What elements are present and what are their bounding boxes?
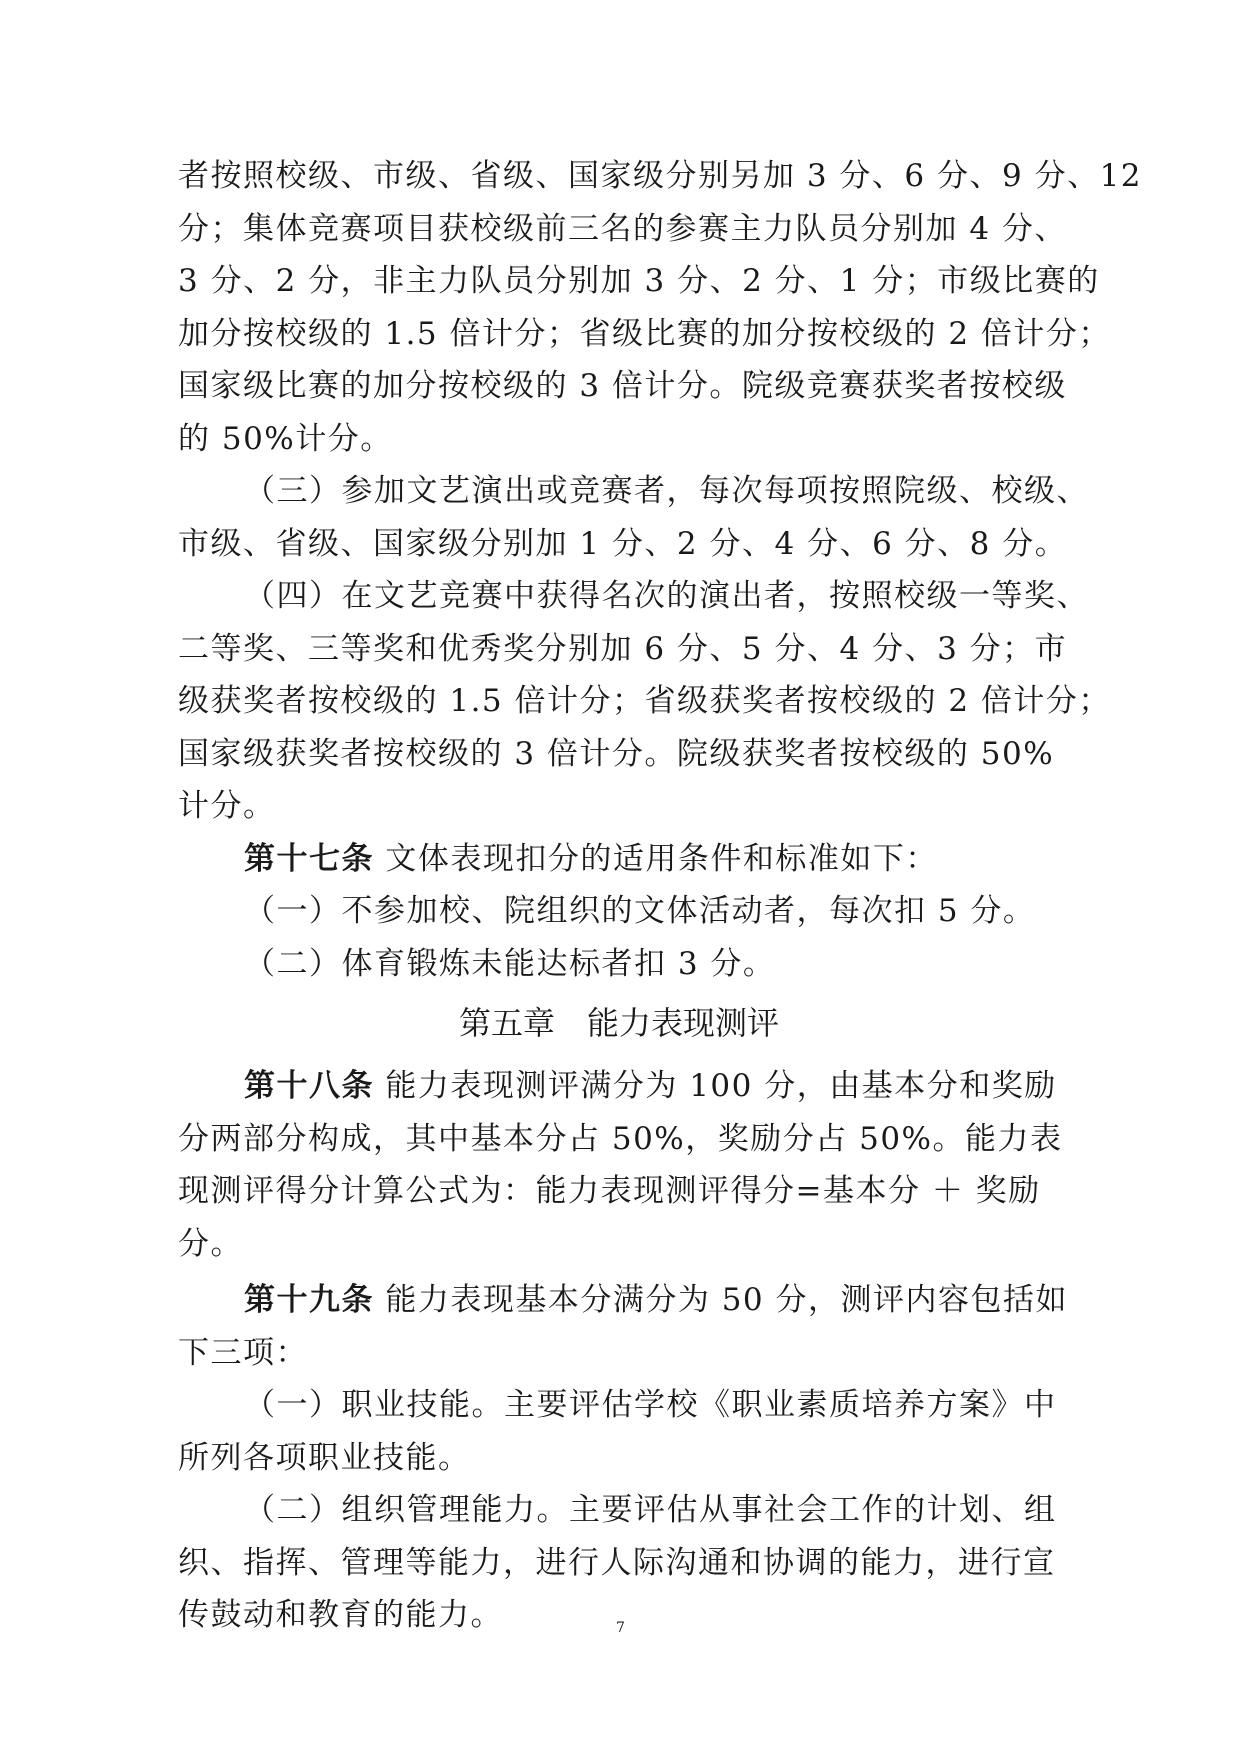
text-line: 国家级比赛的加分按校级的 3 倍计分。院级竞赛获奖者按校级	[178, 368, 1067, 404]
document-page	[178, 150, 1143, 1642]
text-line: 织、指挥、管理等能力，进行人际沟通和协调的能力，进行宣	[178, 1544, 1056, 1581]
text-line: （三）参加文艺演出或竞赛者，每次每项按照院级、校级、	[244, 473, 1089, 509]
text-line: 国家级获奖者按校级的 3 倍计分。院级获奖者按校级的 50%	[178, 735, 1055, 772]
text-line: 现测评得分计算公式为：能力表现测评得分=基本分 ＋ 奖励	[178, 1173, 1041, 1209]
chapter-heading: 第五章 能力表现测评	[458, 1004, 779, 1042]
text-line: 分两部分构成，其中基本分占 50%，奖励分占 50%。能力表	[178, 1120, 1063, 1157]
text-line: 加分按校级的 1.5 倍计分；省级比赛的加分按校级的 2 倍计分；	[178, 315, 1111, 352]
article-19	[178, 1274, 1069, 1642]
text-line: 级获奖者按校级的 1.5 倍计分；省级获奖者按校级的 2 倍计分；	[178, 683, 1111, 719]
article-18	[178, 1060, 1063, 1270]
list-item: （二）体育锻炼未能达标者扣 3 分。	[244, 945, 776, 982]
text-line: 3 分、2 分，非主力队员分别加 3 分、2 分、1 分；市级比赛的	[178, 263, 1100, 299]
article-heading-line	[178, 833, 1060, 886]
article-title: 第十九条	[244, 1282, 374, 1318]
list-item: （二）组织管理能力。主要评估从事社会工作的计划、组	[244, 1492, 1057, 1528]
paragraph-item-4	[178, 570, 1111, 833]
text-line: 所列各项职业技能。	[178, 1439, 471, 1476]
text-line: 下三项：	[178, 1334, 308, 1371]
article-heading-line	[178, 1060, 1060, 1113]
article-text: 文体表现扣分的适用条件和标准如下：	[385, 840, 938, 877]
article-heading-line	[178, 1274, 1069, 1327]
article-text: 能力表现基本分满分为 50 分，测评内容包括如	[385, 1282, 1069, 1318]
paragraph-item-3	[178, 465, 1089, 570]
text-line: 者按照校级、市级、省级、国家级分别另加 3 分、6 分、9 分、12	[178, 158, 1143, 194]
article-title: 第十七条	[244, 840, 374, 877]
list-item: （一）职业技能。主要评估学校《职业素质培养方案》中	[244, 1387, 1057, 1423]
text-line: 传鼓动和教育的能力。	[178, 1597, 503, 1633]
article-title: 第十八条	[244, 1068, 374, 1104]
page-number: 7	[616, 1620, 625, 1636]
text-line: 的 50%计分。	[178, 420, 393, 457]
text-line: 市级、省级、国家级分别加 1 分、2 分、4 分、6 分、8 分。	[178, 525, 1068, 562]
paragraph-sports-competition	[178, 150, 1143, 465]
text-line: （四）在文艺竞赛中获得名次的演出者，按照校级一等奖、	[244, 578, 1089, 614]
text-line: 二等奖、三等奖和优秀奖分别加 6 分、5 分、4 分、3 分；市	[178, 630, 1068, 667]
text-line: 分；集体竞赛项目获校级前三名的参赛主力队员分别加 4 分、	[178, 210, 1067, 247]
article-17	[178, 833, 1060, 991]
text-line: 分。	[178, 1225, 243, 1262]
article-text: 能力表现测评满分为 100 分，由基本分和奖励	[385, 1068, 1057, 1104]
list-item: （一）不参加校、院组织的文体活动者，每次扣 5 分。	[244, 893, 1036, 929]
text-line: 计分。	[178, 788, 276, 824]
